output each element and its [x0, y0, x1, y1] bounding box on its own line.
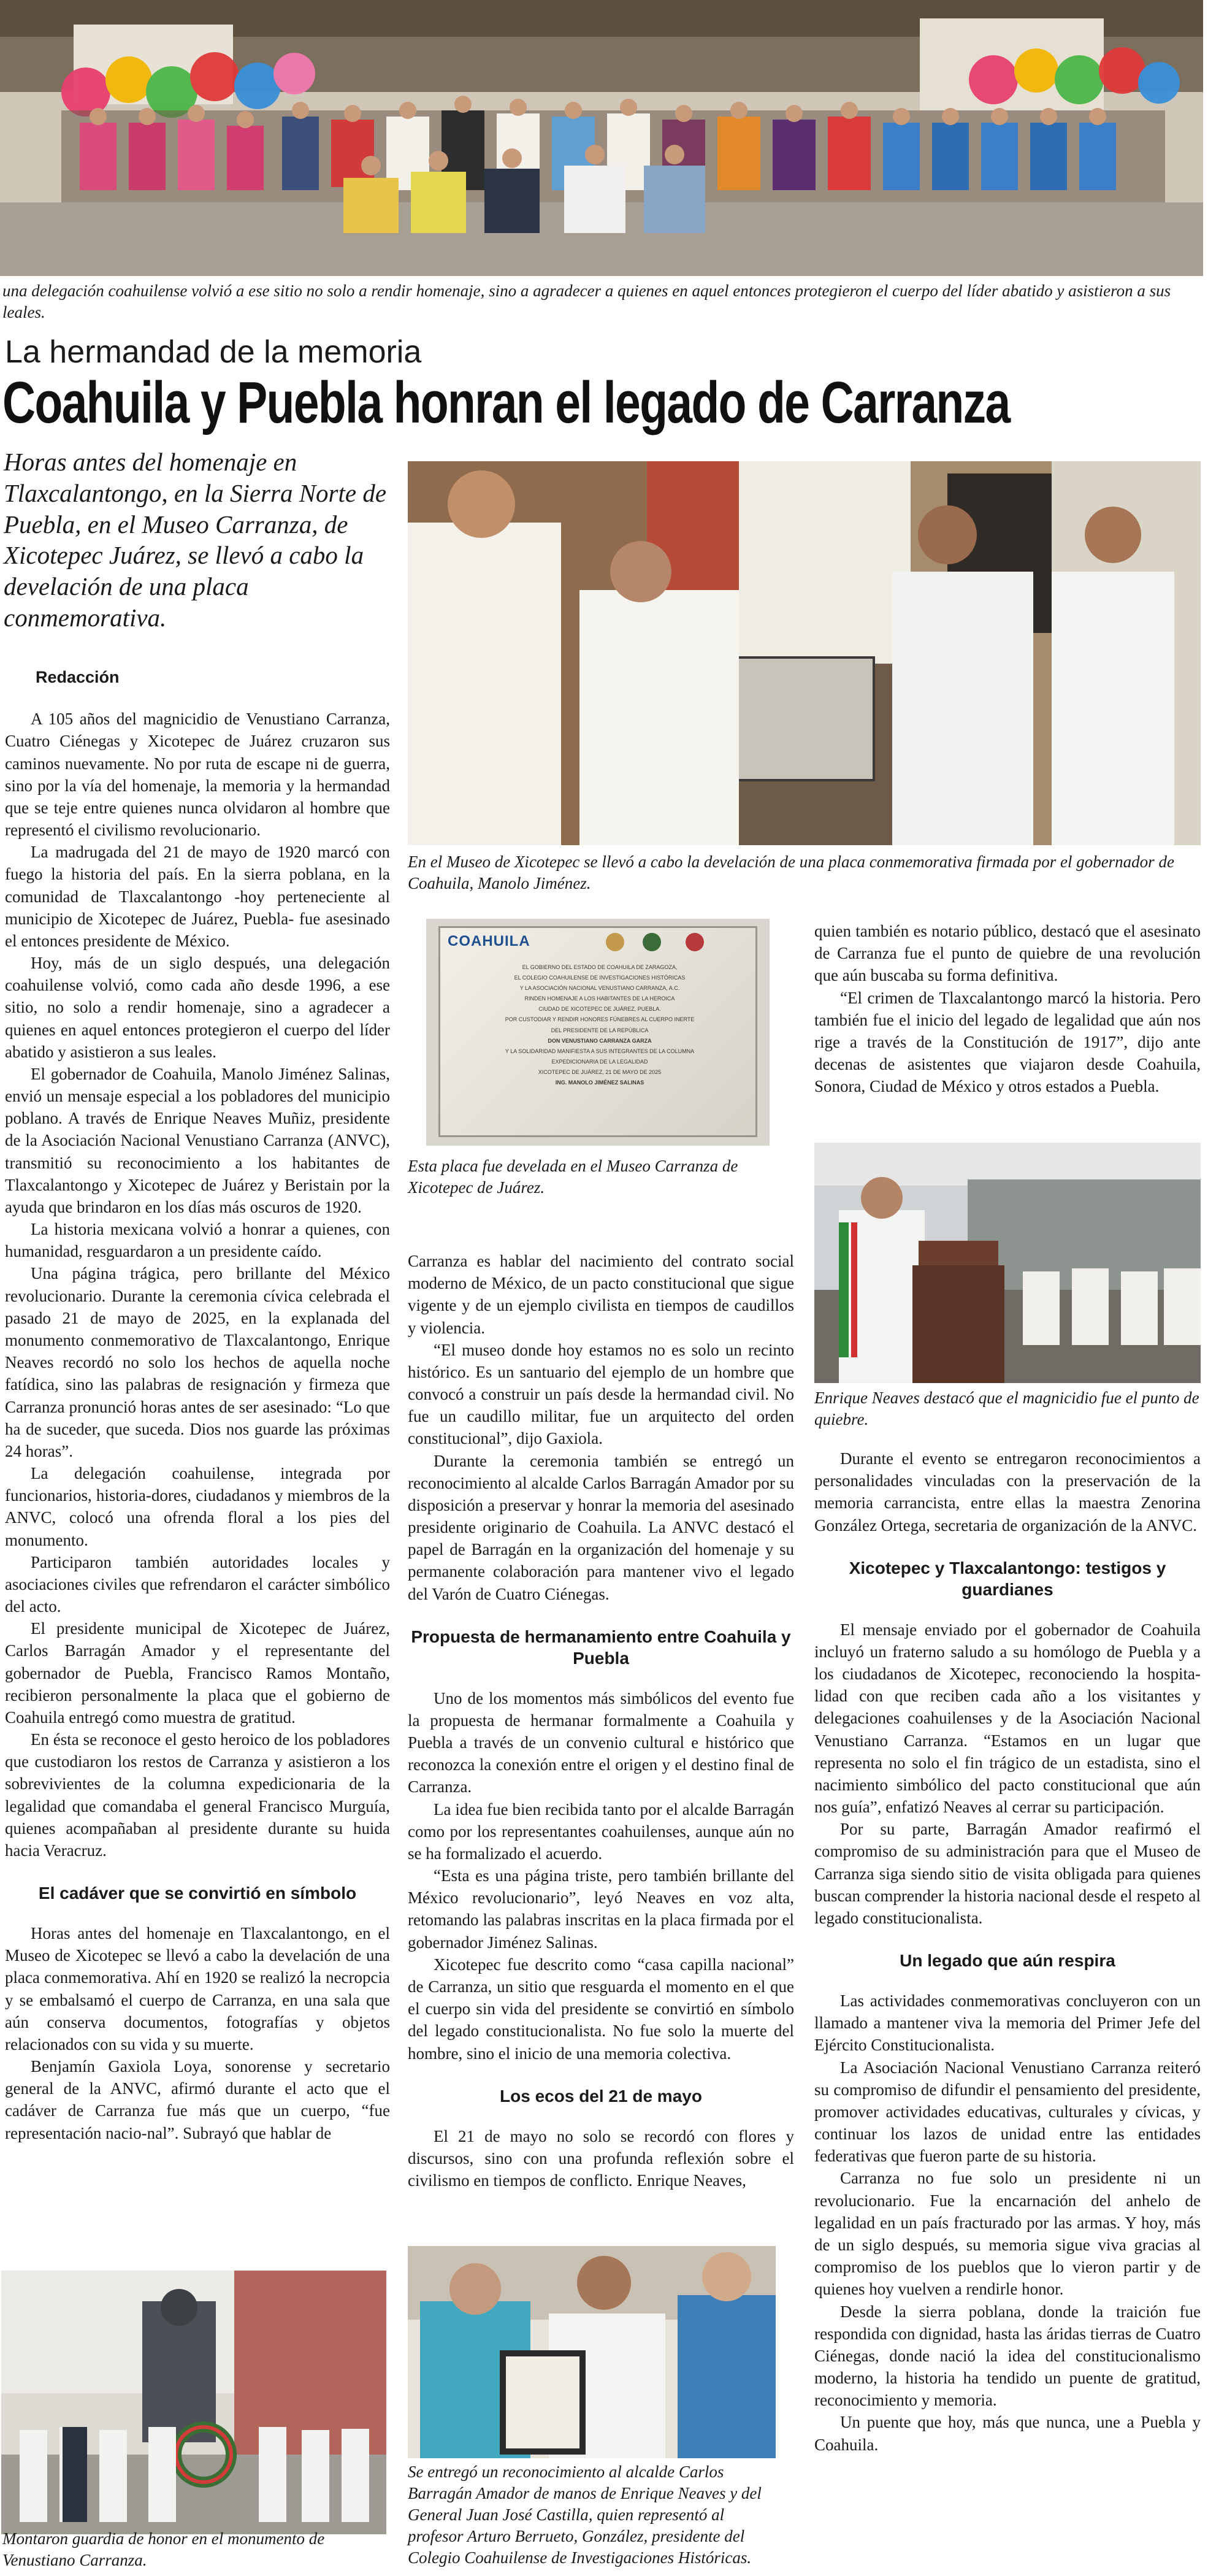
paragraph: Benjamín Gaxiola Loya, sonorense y secretario general de la ANVC, afirmó durante el acto que el cadáver de Carranza fue más que un cuerpo, “fue representación nacio-nal”. Subrayó que hablar de [5, 2057, 390, 2142]
caption-unveiling: En el Museo de Xicotepec se llevó a cabo la develación de una placa conmemorativa firmada por el gobernador de Coahuila, Manolo Jiménez. [408, 853, 1174, 893]
paragraph: La madrugada del 21 de mayo de 1920 marcó con fuego la historia del país. En la sierra poblana, en la comunidad de Tlaxcalantongo -hoy perteneciente al municipio de Xicotepec de Juárez, Puebla- fue asesinado el entonces presidente de México. [5, 843, 390, 950]
paragraph: En ésta se reconoce el gesto heroico de los pobladores que custodiaron los restos de Carranza y asistieron a los sobrevivientes de la columna expedicionaria de la legalidad que comandaba el general Francisco Murguía, quienes acompañaban al presidente durante su huida hacia Veracruz. [5, 1730, 390, 1860]
paragraph: Una página trágica, pero brillante del México revolucionario. Durante la ceremonia cívica celebrada el pasado 21 de mayo de 2025, en la explanada del monumento conmemorativo de Tlaxcalantongo, Enrique Neaves recordó no solo los hechos de aquella noche fatídica, sino las palabras de resignación y firmeza que Carranza pronunció horas antes de ser asesinado: “Lo que ha de suceder, que suceda. Dios nos guarde las próximas 24 horas”. [5, 1264, 390, 1460]
paragraph: Las actividades conmemorativas concluyeron con un llamado a mantener viva la memoria del Primer Jefe del Ejército Constitucionalista. [814, 1991, 1201, 2055]
plaque [438, 926, 757, 1137]
plaque-inscription: EL GOBIERNO DEL ESTADO DE COAHUILA DE ZARAGOZA, EL COLEGIO COAHUILENSE DE INVESTIGACIONES HISTÓRICAS Y LA ASOCIACIÓN NACIONAL VENUSTIANO CARRANZA, A.C. RINDEN HOMENAJE A LOS HABITANTES DE LA HEROICA CIUDAD DE XICOTEPEC DE JUÁREZ, PUEBLA. POR CUSTODIAR Y RENDIR HONORES FÚNEBRES AL CUERPO INERTE DEL PRESIDENTE DE LA REPÚBLICA DON VENUSTIANO CARRANZA GARZA Y LA SOLIDARIDAD MANIFIESTA A SUS INTEGRANTES DE LA COLUMNA EXPEDICIONARIA DE LA LEGALIDAD XICOTEPEC DE JUÁREZ, 21 DE MAYO DE 2025 ING. MANOLO JIMÉNEZ SALINAS [505, 964, 695, 1086]
paragraph: Desde la sierra poblana, donde la traición fue respondida con dignidad, hasta las áridas tierras de Cuatro Ciénegas, donde nació la idea del constitucionalismo moderno, la historia ha tendido un puente de gratitud, reconocimiento y memoria. [814, 2302, 1201, 2410]
paragraph: El 21 de mayo no solo se recordó con flores y discursos, sino con una profunda reflexión sobre el civilismo en tiempos de conflicto. Enrique Neaves, [408, 2126, 794, 2190]
plaque-photo [426, 919, 770, 1146]
coahuila-logo: COAHUILA [448, 933, 530, 949]
paragraph: “El crimen de Tlaxcalantongo marcó la historia. Pero también fue el inicio del legado de legalidad que aún nos rige a través de la Constitución de 1917”, dijo ante decenas de asistentes que viajaron desde Coahuila, Sonora, Ciudad de México y otros estados a Puebla. [814, 988, 1201, 1096]
column-2 [408, 1250, 794, 2191]
paragraph: Xicotepec fue descrito como “casa capilla nacional” de Carranza, un sitio que resguarda el momento en el que el cuerpo sin vida del presidente se convirtió en símbolo del legado constitucionalista. No fue solo la muerte del hombre, sino el inicio de una memoria colectiva. [408, 1955, 794, 2063]
paragraph: Durante el evento se entregaron reconocimientos a personalidades vinculadas con la preservación de la memoria carrancista, entre ellas la maestra Zenorina González Ortega, secretaria de organización de la ANVC. [814, 1449, 1201, 1535]
column-1 [5, 644, 390, 2144]
paragraph: Uno de los momentos más simbólicos del evento fue la propuesta de hermanar formalmente a Coahuila y Puebla a través de un convenio cultural e histórico que reconozca la conexión entre el origen y el destino final de Carranza. [408, 1689, 794, 1796]
paragraph: Hoy, más de un siglo después, una delegación coahuilense volvió, como cada año desde 1996, a ese sitio, no solo a rendir homenaje, sino a agradecer a quienes en aquel entonces protegieron el cuerpo del líder abatido y asistieron a sus leales. [5, 954, 390, 1061]
subheading: Xicotepec y Tlaxcalantongo: testigos y guardianes [849, 1558, 1166, 1599]
caption-guard: Montaron guardia de honor en el monumento de Venustiano Carranza. [2, 2529, 325, 2570]
paragraph: La delegación coahuilense, integrada por funcionarios, historia-dores, ciudadanos y miembros de la ANVC, colocó una ofrenda floral a los pies del monumento. [5, 1464, 390, 1549]
paragraph: A 105 años del magnicidio de Venustiano Carranza, Cuatro Ciénegas y Xicotepec de Juárez cruzaron sus caminos nuevamente. No por ruta de escape ni de guerra, sino por la vía del homenaje, la memoria y la hermandad que se teje entre quienes nunca olvidaron al hombre que representó el civilismo revolucionario. [5, 710, 390, 840]
subheading: Los ecos del 21 de mayo [500, 2086, 702, 2106]
paragraph: Carranza es hablar del nacimiento del contrato social moderno de México, de un pacto constitucional que sigue vigente y de un ejemplo civilista en tiempos de caudillos y violencia. [408, 1252, 794, 1337]
paragraph: Horas antes del homenaje en Tlaxcalantongo, en el Museo de Xicotepec se llevó a cabo la develación de una placa conmemorativa. Ahí en 1920 se realizó la necropcia y se embalsamó el cuerpo de Carranza, en una sala que aún conserva documentos, fotografías y objetos relacionados con su vida y su muerte. [5, 1924, 390, 2053]
subheading: Propuesta de hermanamiento entre Coahuila y Puebla [411, 1627, 791, 1668]
paragraph: El presidente municipal de Xicotepec de Juárez, Carlos Barragán Amador y el representante del gobernador de Puebla, Francisco Ramos Montaño, recibieron personalmente la placa que el gobierno de Coahuila entregó como muestra de gratitud. [5, 1619, 390, 1727]
guard-photo [1, 2271, 386, 2534]
paragraph: Por su parte, Barragán Amador reafirmó el compromiso de su administración para que el Museo de Carranza siga siendo sitio de visita obligada para quienes buscan comprender la historia nacional desde el respeto al legado constitucionalista. [814, 1820, 1201, 1927]
paragraph: “El museo donde hoy estamos no es solo un recinto histórico. Es un santuario del ejemplo de un hombre que convocó a construir un país desde la hermandad civil. No fue un caudillo militar, fue un arquitecto del orden constitucional”, dijo Gaxiola. [408, 1340, 794, 1448]
column-3-top [814, 920, 1201, 1097]
paragraph: La Asociación Nacional Venustiano Carranza reiteró su compromiso de difundir el pensamiento del presidente, promover actividades educativas, culturales y cívicas, y continuar los lazos de unidad entre las entidades federativas que fueron parte de su historia. [814, 2058, 1201, 2166]
paragraph: Participaron también autoridades locales y asociaciones civiles que refrendaron el carácter simbólico del acto. [5, 1552, 390, 1616]
lead-paragraph: Horas antes del homenaje en Tlaxcalantongo, en la Sierra Norte de Puebla, en el Museo Carranza, de Xicotepec Juárez, se llevó a cabo la develación de una placa conmemorativa. [4, 448, 387, 632]
caption-plaque: Esta placa fue develada en el Museo Carranza de Xicotepec de Juárez. [408, 1157, 738, 1197]
subheading: Un legado que aún respira [900, 1951, 1115, 1971]
group-photo [0, 0, 1203, 276]
award-photo [408, 2246, 776, 2458]
byline: Redacción [36, 668, 120, 686]
kicker: La hermandad de la memoria [5, 334, 422, 370]
unveiling-photo [408, 461, 1201, 845]
paragraph: La idea fue bien recibida tanto por el alcalde Barragán como por los representantes coahuilenses, aunque aún no se ha formalizado el acuerdo. [408, 1800, 794, 1863]
subheading: El cadáver que se convirtió en símbolo [38, 1884, 357, 1903]
column-3-bottom [814, 1447, 1201, 2456]
seal-icon [686, 933, 704, 951]
paragraph: El mensaje enviado por el gobernador de Coahuila incluyó un fraterno saludo a su homólogo de Puebla y a los ciudadanos de Xicotepec, reconociendo la hospita-lidad con que reciben cada año a los visitantes y delegaciones coahuilenses y de la Asociación Nacional Venustiano Carranza. “Estamos en un lugar que representa no solo el fin trágico de un estadista, sino el nacimiento simbólico del pacto constitucional que aún nos guía”, enfatizó Neaves al cerrar su participación. [814, 1620, 1201, 1817]
seal-icon [606, 933, 624, 951]
paragraph: El gobernador de Coahuila, Manolo Jiménez Salinas, envió un mensaje especial a los pobladores del municipio poblano. A través de Enrique Neaves Muñiz, presidente de la Asociación Nacional Venustiano Carranza (ANVC), transmitió su reconocimiento a los habitantes de Tlaxcalantongo y Xicotepec de Juárez y Beristain por la ayuda que brindaron en los días más oscuros de 1920. [5, 1064, 390, 1216]
caption-award: Se entregó un reconocimiento al alcalde Carlos Barragán Amador de manos de Enrique Neaves y del General Juan José Castilla, quien representó al profesor Arturo Berrueto, González, presidente del Colegio Coahuilense de Investigaciones Históricas. [408, 2463, 762, 2567]
paragraph: La historia mexicana volvió a honrar a quienes, con humanidad, resguardaron a un presidente caído. [5, 1220, 390, 1261]
speaker-photo [814, 1143, 1201, 1383]
paragraph: “Esta es una página triste, pero también brillante del México revolucionario”, leyó Neaves en voz alta, retomando las palabras inscritas en la placa firmada por el gobernador Jiménez Salinas. [408, 1866, 794, 1952]
paragraph: quien también es notario público, destacó que el asesinato de Carranza fue el punto de quiebre de una revolución que aún buscaba su forma definitiva. [814, 922, 1201, 985]
paragraph: Durante la ceremonia también se entregó un reconocimiento al alcalde Carlos Barragán Amador por su disposición a preservar y honrar la memoria del asesinado presidente originario de Coahuila. La ANVC destacó el papel de Barragán en la organización del homenaje y su permanente colaboración para mantener vivo el legado del Varón de Cuatro Ciénegas. [408, 1451, 794, 1603]
caption-top: una delegación coahuilense volvió a ese sitio no solo a rendir homenaje, sino a agradecer a quienes en aquel entonces protegieron el cuerpo del líder abatido y asistieron a sus leales. [2, 282, 1171, 322]
paragraph: Un puente que hoy, más que nunca, une a Puebla y Coahuila. [814, 2413, 1201, 2454]
seal-icon [643, 933, 661, 951]
caption-speaker: Enrique Neaves destacó que el magnicidio fue el punto de quiebre. [814, 1389, 1199, 1429]
paragraph: Carranza no fue solo un presidente ni un revolucionario. Fue la encarnación del anhelo de legalidad en un país fracturado por las armas. Y hoy, más de un siglo después, su memoria sigue viva gracias al compromiso de los pueblos que lo vieron partir y de quienes hoy vuelven a rendirle honor. [814, 2169, 1201, 2299]
headline: Coahuila y Puebla honran el legado de Carranza [2, 370, 1010, 435]
